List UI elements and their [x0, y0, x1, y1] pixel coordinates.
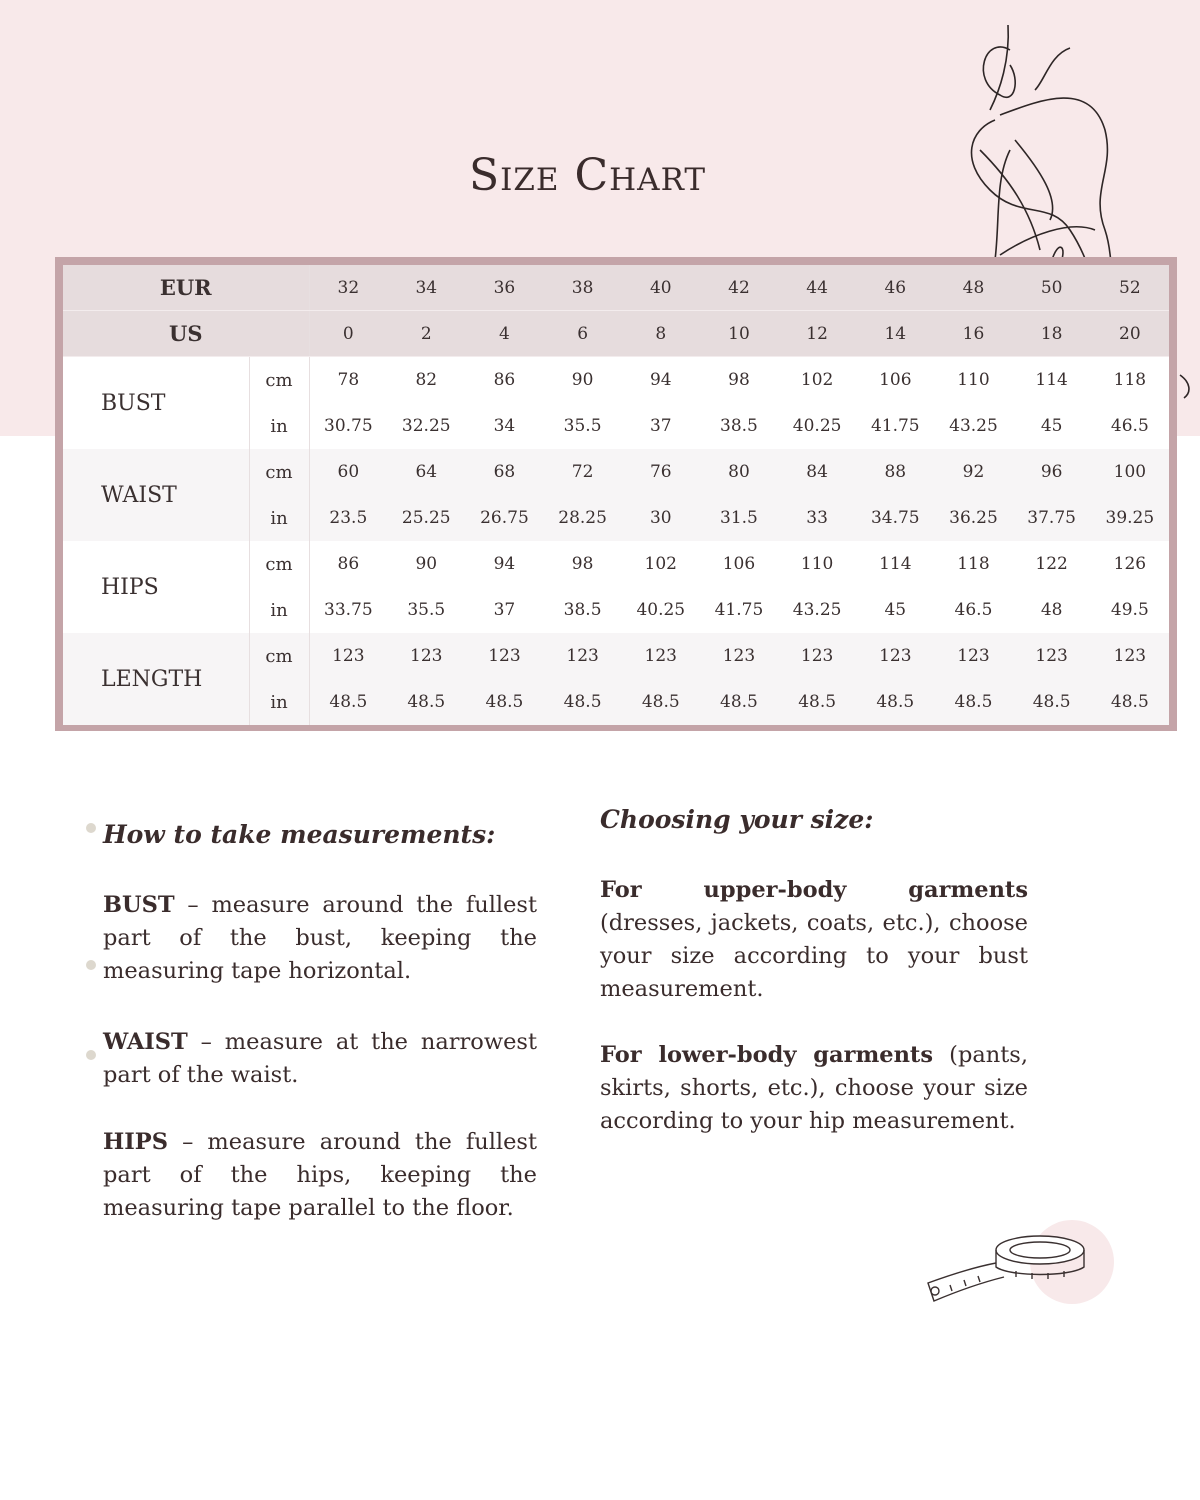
size-value-cell: 34.75 [856, 495, 934, 541]
size-value-cell: 106 [700, 541, 778, 587]
size-value-cell: 39.25 [1091, 495, 1169, 541]
unit-label: cm [249, 449, 309, 495]
size-value-cell: 48.5 [465, 679, 543, 725]
bullet-dot [86, 1050, 96, 1060]
header-size-cell: 14 [856, 311, 934, 357]
measurements-section [103, 820, 537, 1259]
size-value-cell: 38.5 [700, 403, 778, 449]
unit-label: cm [249, 357, 309, 404]
size-value-cell: 26.75 [465, 495, 543, 541]
page-title: Size Chart [468, 150, 707, 201]
size-value-cell: 28.25 [544, 495, 622, 541]
size-value-cell: 23.5 [309, 495, 387, 541]
header-size-cell: 40 [622, 265, 700, 311]
size-value-cell: 100 [1091, 449, 1169, 495]
size-value-cell: 37 [465, 587, 543, 633]
size-value-cell: 37 [622, 403, 700, 449]
size-value-cell: 48.5 [700, 679, 778, 725]
table-row [63, 541, 1169, 587]
size-value-cell: 88 [856, 449, 934, 495]
size-value-cell: 43.25 [778, 587, 856, 633]
header-size-cell: 44 [778, 265, 856, 311]
size-value-cell: 110 [934, 357, 1012, 404]
table-row [63, 357, 1169, 404]
size-value-cell: 48 [1013, 587, 1091, 633]
header-size-cell: 52 [1091, 265, 1169, 311]
header-size-cell: 46 [856, 265, 934, 311]
header-size-cell: 10 [700, 311, 778, 357]
header-size-cell: 38 [544, 265, 622, 311]
size-value-cell: 72 [544, 449, 622, 495]
header-size-cell: 32 [309, 265, 387, 311]
size-value-cell: 41.75 [856, 403, 934, 449]
size-value-cell: 123 [1013, 633, 1091, 679]
size-value-cell: 123 [309, 633, 387, 679]
header-size-cell: 16 [934, 311, 1012, 357]
size-value-cell: 123 [934, 633, 1012, 679]
size-value-cell: 25.25 [387, 495, 465, 541]
size-value-cell: 35.5 [544, 403, 622, 449]
choosing-text: (pants, skirts, shorts, etc.), choose your size according to your hip measurement. [600, 1042, 1028, 1134]
header-size-cell: 42 [700, 265, 778, 311]
size-value-cell: 68 [465, 449, 543, 495]
size-value-cell: 48.5 [544, 679, 622, 725]
unit-label: in [249, 403, 309, 449]
size-value-cell: 98 [700, 357, 778, 404]
size-value-cell: 33.75 [309, 587, 387, 633]
measurement-label: HIPS [63, 541, 249, 633]
header-size-cell: 2 [387, 311, 465, 357]
size-value-cell: 123 [700, 633, 778, 679]
size-table-frame [55, 257, 1177, 731]
header-size-cell: 50 [1013, 265, 1091, 311]
size-value-cell: 106 [856, 357, 934, 404]
bullet-dot [86, 960, 96, 970]
measurement-hips [103, 1126, 537, 1225]
table-row [63, 633, 1169, 679]
size-value-cell: 60 [309, 449, 387, 495]
size-value-cell: 82 [387, 357, 465, 404]
size-value-cell: 118 [1091, 357, 1169, 404]
header-size-cell: 4 [465, 311, 543, 357]
measurement-text: – measure around the fullest part of the hips, keeping the measuring tape parallel to the floor. [103, 1129, 537, 1221]
size-value-cell: 118 [934, 541, 1012, 587]
size-value-cell: 41.75 [700, 587, 778, 633]
size-value-cell: 37.75 [1013, 495, 1091, 541]
size-value-cell: 48.5 [622, 679, 700, 725]
size-value-cell: 64 [387, 449, 465, 495]
measurements-title: How to take measurements: [103, 820, 496, 849]
size-value-cell: 48.5 [856, 679, 934, 725]
size-value-cell: 123 [622, 633, 700, 679]
size-value-cell: 48.5 [778, 679, 856, 725]
choosing-title: Choosing your size: [600, 805, 874, 834]
header-size-cell: 0 [309, 311, 387, 357]
header-row [63, 265, 1169, 311]
size-value-cell: 84 [778, 449, 856, 495]
measurement-term: HIPS [103, 1129, 168, 1155]
size-value-cell: 31.5 [700, 495, 778, 541]
size-value-cell: 102 [778, 357, 856, 404]
size-value-cell: 35.5 [387, 587, 465, 633]
size-value-cell: 48.5 [309, 679, 387, 725]
unit-label: in [249, 587, 309, 633]
header-row [63, 311, 1169, 357]
measurement-waist [103, 1026, 537, 1092]
size-value-cell: 30.75 [309, 403, 387, 449]
size-value-cell: 33 [778, 495, 856, 541]
size-value-cell: 92 [934, 449, 1012, 495]
size-value-cell: 86 [309, 541, 387, 587]
size-value-cell: 123 [387, 633, 465, 679]
size-value-cell: 32.25 [387, 403, 465, 449]
table-row [63, 449, 1169, 495]
size-value-cell: 126 [1091, 541, 1169, 587]
size-value-cell: 96 [1013, 449, 1091, 495]
size-value-cell: 48.5 [934, 679, 1012, 725]
size-value-cell: 46.5 [1091, 403, 1169, 449]
measurement-term: WAIST [103, 1029, 188, 1055]
choosing-term: For lower-body garments [600, 1042, 933, 1068]
choosing-term: For upper-body garments [600, 877, 1028, 903]
size-table [63, 265, 1169, 725]
size-value-cell: 86 [465, 357, 543, 404]
size-value-cell: 114 [1013, 357, 1091, 404]
size-value-cell: 123 [1091, 633, 1169, 679]
unit-label: cm [249, 633, 309, 679]
header-size-cell: 20 [1091, 311, 1169, 357]
header-size-cell: 48 [934, 265, 1012, 311]
size-value-cell: 110 [778, 541, 856, 587]
measurement-text: – measure around the fullest part of the bust, keeping the measuring tape horizontal. [103, 892, 537, 984]
size-value-cell: 122 [1013, 541, 1091, 587]
measurement-term: BUST [103, 892, 175, 918]
header-size-cell: 8 [622, 311, 700, 357]
size-value-cell: 36.25 [934, 495, 1012, 541]
choosing-text: (dresses, jackets, coats, etc.), choose your size according to your bust measurement. [600, 910, 1028, 1002]
size-value-cell: 102 [622, 541, 700, 587]
size-value-cell: 45 [856, 587, 934, 633]
header-size-cell: 18 [1013, 311, 1091, 357]
header-label: EUR [63, 265, 309, 311]
size-value-cell: 46.5 [934, 587, 1012, 633]
measurement-label: LENGTH [63, 633, 249, 725]
size-value-cell: 30 [622, 495, 700, 541]
size-value-cell: 123 [856, 633, 934, 679]
bullet-dot [86, 823, 96, 833]
size-value-cell: 94 [622, 357, 700, 404]
size-value-cell: 48.5 [1013, 679, 1091, 725]
measuring-tape-icon [920, 1215, 1120, 1315]
size-value-cell: 40.25 [778, 403, 856, 449]
measurement-label: BUST [63, 357, 249, 450]
choosing-section [600, 805, 1028, 1172]
size-value-cell: 94 [465, 541, 543, 587]
header-size-cell: 6 [544, 311, 622, 357]
unit-label: in [249, 495, 309, 541]
size-value-cell: 90 [387, 541, 465, 587]
size-value-cell: 80 [700, 449, 778, 495]
header-size-cell: 34 [387, 265, 465, 311]
choosing-lower [600, 1039, 1028, 1138]
size-value-cell: 43.25 [934, 403, 1012, 449]
measurement-label: WAIST [63, 449, 249, 541]
header-label: US [63, 311, 309, 357]
size-value-cell: 123 [544, 633, 622, 679]
choosing-upper [600, 874, 1028, 1006]
size-value-cell: 45 [1013, 403, 1091, 449]
header-size-cell: 36 [465, 265, 543, 311]
size-value-cell: 76 [622, 449, 700, 495]
size-value-cell: 90 [544, 357, 622, 404]
size-value-cell: 78 [309, 357, 387, 404]
size-value-cell: 48.5 [387, 679, 465, 725]
size-value-cell: 123 [465, 633, 543, 679]
measurement-text: – measure at the narrowest part of the waist. [103, 1029, 537, 1088]
measurement-bust [103, 889, 537, 988]
size-value-cell: 114 [856, 541, 934, 587]
size-value-cell: 34 [465, 403, 543, 449]
size-value-cell: 40.25 [622, 587, 700, 633]
size-value-cell: 48.5 [1091, 679, 1169, 725]
size-value-cell: 98 [544, 541, 622, 587]
unit-label: cm [249, 541, 309, 587]
header-size-cell: 12 [778, 311, 856, 357]
size-value-cell: 38.5 [544, 587, 622, 633]
size-value-cell: 123 [778, 633, 856, 679]
size-value-cell: 49.5 [1091, 587, 1169, 633]
unit-label: in [249, 679, 309, 725]
